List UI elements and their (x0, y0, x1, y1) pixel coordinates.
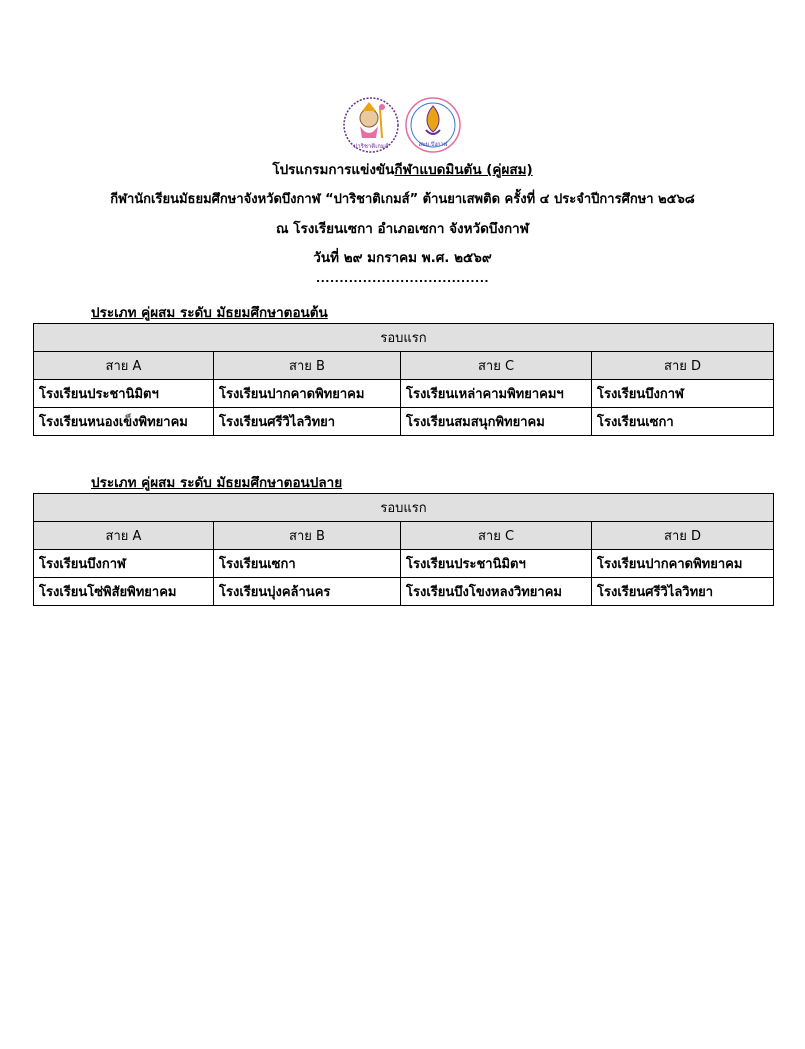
group-header-c: สาย C (401, 352, 592, 380)
table-row (34, 380, 774, 408)
team-cell: โรงเรียนประชานิมิตฯ (34, 380, 214, 408)
group-header-b: สาย B (214, 522, 401, 550)
round-header-row (34, 494, 774, 522)
team-cell: โรงเรียนบึงกาฬ (592, 380, 774, 408)
dotted-separator: ..................................... (315, 272, 490, 285)
bracket-table-upper-secondary (33, 493, 774, 606)
parichat-games-mascot-logo (342, 96, 400, 154)
section-title-upper-secondary: ประเภท คู่ผสม ระดับ มัธยมศึกษาตอนปลาย (91, 475, 343, 491)
program-title-prefix: โปรแกรมการแข่งขัน (272, 162, 395, 178)
table-row (34, 550, 774, 578)
team-cell: โรงเรียนหนองเข็งพิทยาคม (34, 408, 214, 436)
event-title: กีฬานักเรียนมัธยมศึกษาจังหวัดบึงกาฬ “ปาริชาติเกมส์” ต้านยาเสพติด ครั้งที่ ๔ ประจำปีการศึกษา ๒๕๖๘ (110, 192, 695, 207)
bracket-table-lower-secondary (33, 323, 774, 436)
table-row (34, 578, 774, 606)
team-cell: โรงเรียนสมสนุกพิทยาคม (401, 408, 592, 436)
program-title (0, 158, 805, 180)
logo-group (340, 96, 466, 154)
date-line: วันที่ ๒๙ มกราคม พ.ศ. ๒๕๖๙ (313, 250, 492, 266)
round-header: รอบแรก (34, 494, 774, 522)
team-cell: โรงเรียนบึงโขงหลงวิทยาคม (401, 578, 592, 606)
round-header-row (34, 324, 774, 352)
program-title-sport: กีฬาแบดมินตัน (คู่ผสม) (394, 162, 533, 178)
team-cell: โรงเรียนเซกา (592, 408, 774, 436)
group-header-row (34, 522, 774, 550)
team-cell: โรงเรียนปากคาดพิทยาคม (214, 380, 401, 408)
round-header: รอบแรก (34, 324, 774, 352)
team-cell: โรงเรียนเซกา (214, 550, 401, 578)
left-logo-caption: ปาริชาติเกมส์ (353, 143, 389, 150)
table-row (34, 408, 774, 436)
team-cell: โรงเรียนประชานิมิตฯ (401, 550, 592, 578)
team-cell: โรงเรียนศรีวิไลวิทยา (592, 578, 774, 606)
venue-line: ณ โรงเรียนเซกา อำเภอเซกา จังหวัดบึงกาฬ (276, 221, 529, 237)
group-header-a: สาย A (34, 352, 214, 380)
team-cell: โรงเรียนบุ่งคล้านคร (214, 578, 401, 606)
section-title-lower-secondary: ประเภท คู่ผสม ระดับ มัธยมศึกษาตอนต้น (91, 305, 328, 321)
group-header-d: สาย D (592, 352, 774, 380)
education-office-logo (404, 96, 462, 154)
group-header-c: สาย C (401, 522, 592, 550)
team-cell: โรงเรียนบึงกาฬ (34, 550, 214, 578)
group-header-d: สาย D (592, 522, 774, 550)
team-cell: โรงเรียนเหล่าคามพิทยาคมฯ (401, 380, 592, 408)
group-header-b: สาย B (214, 352, 401, 380)
team-cell: โรงเรียนศรีวิไลวิทยา (214, 408, 401, 436)
team-cell: โรงเรียนโซ่พิสัยพิทยาคม (34, 578, 214, 606)
group-header-a: สาย A (34, 522, 214, 550)
team-cell: โรงเรียนปากคาดพิทยาคม (592, 550, 774, 578)
right-logo-caption: สพม.บึงกาฬ (418, 142, 448, 148)
group-header-row (34, 352, 774, 380)
